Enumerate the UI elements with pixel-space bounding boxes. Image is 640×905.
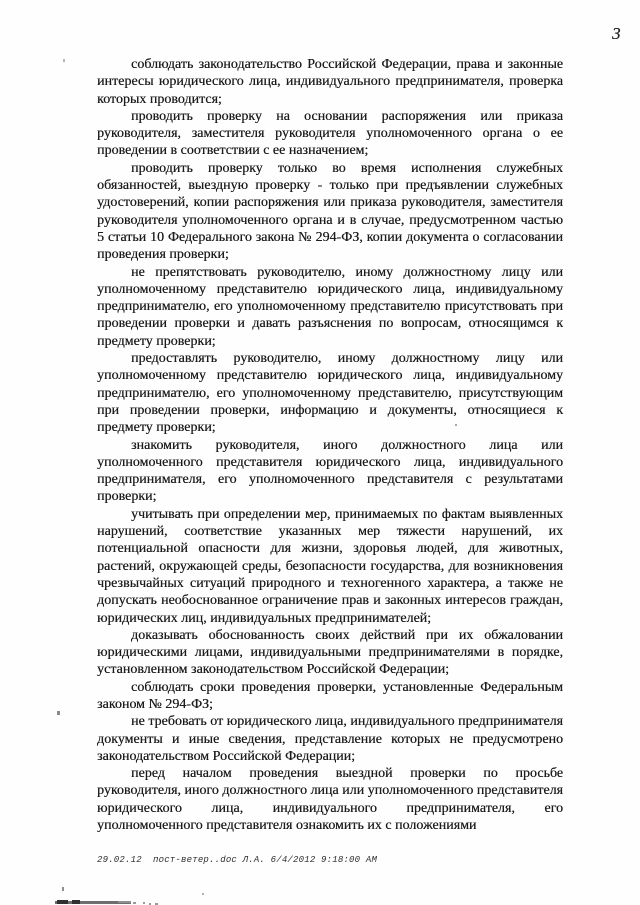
scan-artifact-bar: [118, 901, 131, 903]
paragraph-obligation-4: не препятствовать руководителю, иному должностному лицу или уполномоченному представителю юридического лица, индивидуальному предпринимателю, его уполномоченному представителю присутствовать при проведении проверки и давать разъяснения по вопросам, относящимся к предмету проверки;: [97, 264, 563, 349]
paragraph-obligation-2: проводить проверку на основании распоряжения или приказа руководителя, заместителя руководителя уполномоченного органа о ее проведении в соответствии с ее назначением;: [97, 108, 563, 159]
scan-artifact-bar-dark: [57, 900, 68, 904]
scan-dot: [143, 902, 145, 904]
scan-artifact-bar-dark: [72, 900, 80, 904]
paragraph-obligation-1: соблюдать законодательство Российской Федерации, права и законные интересы юридического лица, индивидуального предпринимателя, проверка которых проводится;: [97, 57, 563, 107]
paragraph-obligation-6: знакомить руководителя, иного должностного лица или уполномоченного представителя юридического лица, индивидуального предпринимателя, его уполномоченного представителя с результатами проверки;: [97, 437, 563, 505]
paragraph-obligation-3: проводить проверку только во время исполнения служебных обязанностей, выездную проверку - только при предъявлении служебных удостоверений, копии распоряжения или приказа руководителя, заместителя руководителя уполномоченного органа и в случае, предусмотренном частью 5 статьи 10 Федерального закона № 294-ФЗ, копии документа о согласовании проведения проверки;: [97, 160, 563, 263]
scan-speck: [62, 887, 64, 891]
scan-dot: [133, 902, 136, 904]
scan-speck: [455, 424, 457, 426]
scan-speck: [57, 711, 60, 715]
scan-speck: [63, 59, 65, 62]
document-footer-filename-timestamp: 29.02.12 пост-ветер..doc Л.А. 6/4/2012 9:18:00 AM: [97, 855, 378, 865]
document-body: [97, 56, 563, 834]
paragraph-obligation-9: соблюдать сроки проведения проверки, установленные Федеральным законом № 294-ФЗ;: [97, 679, 563, 712]
paragraph-obligation-7: учитывать при определении мер, принимаемых по фактам выявленных нарушений, соответствие указанных мер тяжести нарушений, их потенциальной опасности для жизни, здоровья людей, для животных, растений, окружающей среды, безопасности государства, для возникновения чрезвычайных ситуаций природного и техногенного характера, а также не допускать необоснованное ограничение прав и законных интересов граждан, юридических лиц, индивидуальных предпринимателей;: [97, 506, 563, 626]
paragraph-obligation-5: предоставлять руководителю, иному должностному лицу или уполномоченному представителю юридического лица, индивидуальному предпринимателю, его уполномоченному представителю, присутствующим при проведении проверки, информацию и документы, относящиеся к предмету проверки;: [97, 351, 563, 436]
scan-speck: [202, 893, 204, 895]
page-number: 3: [612, 24, 621, 43]
paragraph-obligation-11: перед началом проведения выездной проверки по просьбе руководителя, иного должностного лица или уполномоченного представителя юридического лица, индивидуального предпринимателя, его уполномоченного представителя ознакомить их с положениями: [97, 766, 563, 834]
paragraph-obligation-10: не требовать от юридического лица, индивидуального предпринимателя документы и иные сведения, представление которых не предусмотрено законодательством Российской Федерации;: [97, 714, 563, 764]
paragraph-obligation-8: доказывать обоснованность своих действий при их обжаловании юридическими лицами, индивидуальными предпринимателями в порядке, установленном законодательством Российской Федерации;: [97, 627, 563, 678]
